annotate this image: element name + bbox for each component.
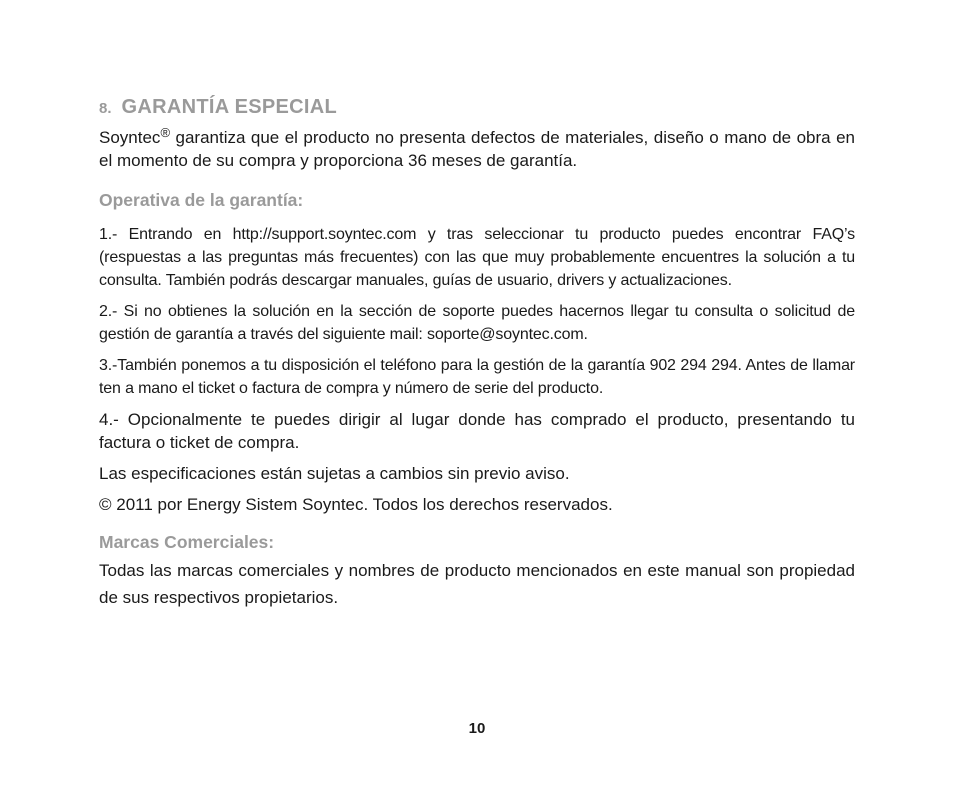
warranty-step-2: 2.- Si no obtienes la solución en la sección de soporte puedes hacernos llegar tu consulta o solicitud de gestión de garantía a través del siguiente mail: soporte@soyntec.com. [99,303,855,343]
specifications-notice: Las especificaciones están sujetas a cambios sin previo aviso. [99,464,570,483]
brand-name: Soyntec [99,128,161,147]
copyright-notice: © 2011 por Energy Sistem Soyntec. Todos los derechos reservados. [99,495,613,514]
warranty-operation-heading: Operativa de la garantía: [99,190,304,210]
warranty-step-4: 4.- Opcionalmente te puedes dirigir al lugar donde has comprado el producto, presentando tu factura o ticket de compra. [99,410,855,452]
warranty-step-1: 1.- Entrando en http://support.soyntec.com y tras seleccionar tu producto puedes encontrar FAQ’s (respuestas a las preguntas más frecuentes) con las que muy probablemente encuentres la solución a tu consulta. También podrás descargar manuales, guías de usuario, drivers y actualizaciones. [99,226,855,289]
trademarks-heading: Marcas Comerciales: [99,532,275,552]
manual-page-content [99,96,855,611]
page-number: 10 [468,720,486,737]
registered-mark: ® [160,125,171,140]
warranty-intro-text: garantiza que el producto no presenta defectos de materiales, diseño o mano de obra en el momento de su compra y proporciona 36 meses de garantía. [99,128,855,170]
section-title: GARANTÍA ESPECIAL [121,96,337,118]
warranty-intro [99,126,855,172]
warranty-step-3: 3.-También ponemos a tu disposición el teléfono para la gestión de la garantía 902 294 294. Antes de llamar ten a mano el ticket o factura de compra y número de serie del producto. [99,357,855,397]
trademarks-text: Todas las marcas comerciales y nombres de producto mencionados en este manual son propiedad de sus respectivos propietarios. [99,561,855,607]
section-number: 8. [99,100,112,117]
section-heading [99,96,855,119]
